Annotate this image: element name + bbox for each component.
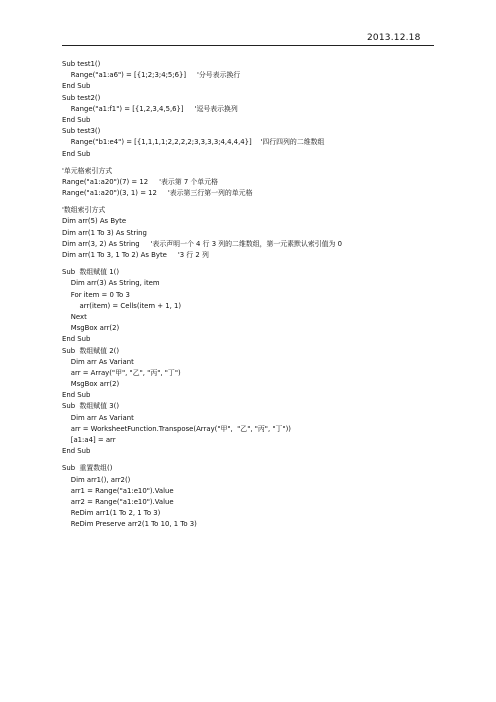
code-line: Sub 数组赋值 3() (62, 402, 120, 411)
code-line: Dim arr(3) As String, item (62, 279, 160, 288)
code-line: Dim arr(5) As Byte (62, 217, 127, 226)
code-line: Range("a1:f1") = [{1,2,3,4,5,6}] '逗号表示换列 (62, 104, 238, 113)
code-block (62, 205, 442, 261)
code-line: arr2 = Range("a1:e10").Value (62, 497, 174, 506)
code-line: Sub test3() (62, 127, 101, 136)
header-date: 2013.12.18 (367, 33, 421, 43)
code-block (62, 463, 442, 530)
header-rule (62, 45, 434, 46)
code-line: Range("a1:a6") = [{1;2;3;4;5;6}] '分号表示换行 (62, 71, 241, 80)
code-line: MsgBox arr(2) (62, 380, 120, 389)
code-line: arr = Array("甲", "乙", "丙", "丁") (62, 368, 181, 377)
code-line: [a1:a4] = arr (62, 436, 116, 444)
code-line: End Sub (62, 149, 91, 158)
code-block (62, 59, 442, 160)
code-line: Sub 数组赋值 2() (62, 346, 120, 355)
code-line: Sub 数组赋值 1() (62, 268, 120, 277)
code-line: ReDim arr1(1 To 2, 1 To 3) (62, 509, 161, 518)
code-line: arr(item) = Cells(item + 1, 1) (62, 301, 182, 310)
code-line: Sub test2() (62, 93, 101, 102)
code-line: '数组索引方式 (62, 206, 106, 215)
code-block (62, 166, 442, 200)
code-line: MsgBox arr(2) (62, 324, 120, 333)
code-line: Range("a1:a20")(3, 1) = 12 '表示第三行第一列的单元格 (62, 189, 253, 198)
code-block (62, 267, 442, 457)
code-line: Sub test1() (62, 60, 101, 68)
code-line: Next (62, 312, 87, 321)
code-line: arr = WorksheetFunction.Transpose(Array("甲", "乙", "丙", "丁")) (62, 424, 291, 433)
code-line: Dim arr1(), arr2() (62, 475, 131, 484)
code-line: End Sub (62, 82, 91, 91)
code-line: Dim arr As Variant (62, 413, 134, 422)
code-content (62, 59, 442, 531)
code-line: '单元格索引方式 (62, 166, 113, 175)
code-line: Range("a1:a20")(7) = 12 '表示第 7 个单元格 (62, 177, 219, 186)
code-line: Dim arr(1 To 3, 1 To 2) As Byte '3 行 2 列 (62, 251, 209, 259)
code-line: End Sub (62, 447, 91, 456)
code-line: End Sub (62, 115, 91, 124)
code-line: ReDim Preserve arr2(1 To 10, 1 To 3) (62, 520, 197, 529)
code-line: arr1 = Range("a1:e10").Value (62, 486, 174, 495)
code-line: For item = 0 To 3 (62, 290, 130, 299)
code-line: Dim arr(3, 2) As String '表示声明一个 4 行 3 列的二维数组，第一元素默认索引值为 0 (62, 239, 342, 248)
code-line: End Sub (62, 335, 91, 344)
code-line: Sub 重置数组() (62, 464, 113, 473)
code-line: Dim arr As Variant (62, 357, 134, 366)
code-line: Range("b1:e4") = [{1,1,1,1;2,2,2,2;3,3,3,3;4,4,4,4}] '四行四列的二维数组 (62, 138, 325, 147)
code-line: Dim arr(1 To 3) As String (62, 228, 147, 237)
code-line: End Sub (62, 391, 91, 400)
